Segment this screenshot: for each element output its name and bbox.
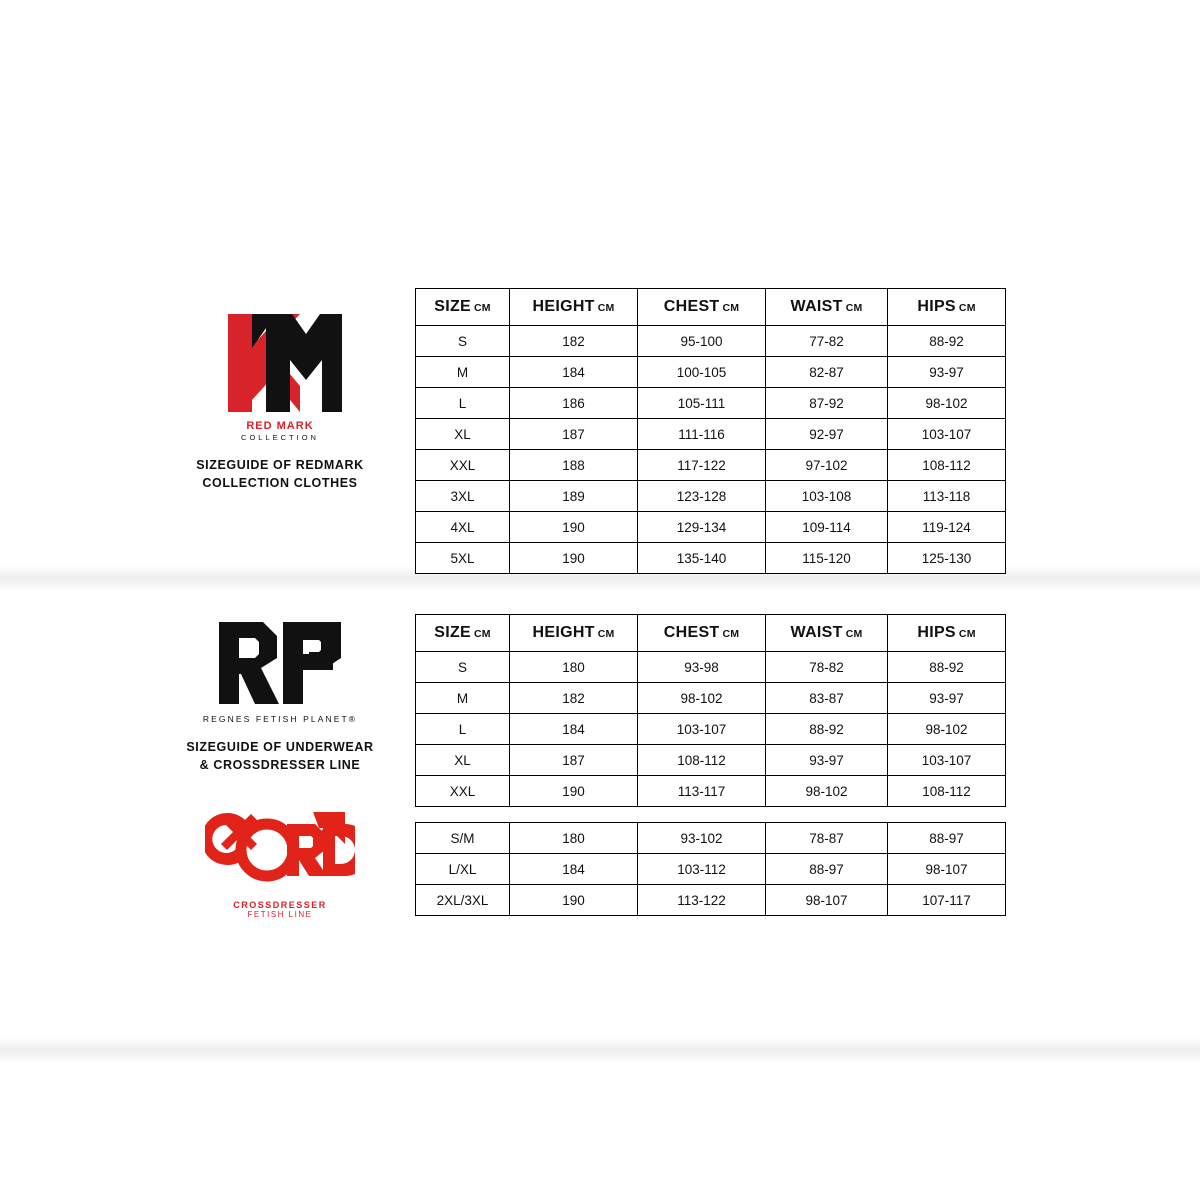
cell-chest: 98-102 (638, 683, 766, 714)
crd-wordmark-sub: FETISH LINE (247, 910, 313, 919)
table-header-row (416, 289, 1006, 326)
cell-hips: 103-107 (888, 419, 1006, 450)
redmark-section (0, 268, 1200, 588)
cell-hips: 93-97 (888, 357, 1006, 388)
cell-waist: 98-107 (766, 885, 888, 916)
cell-hips: 108-112 (888, 776, 1006, 807)
cell-waist: 115-120 (766, 543, 888, 574)
cell-size: M (416, 357, 510, 388)
col-header-size: SIZE CM (416, 289, 510, 326)
table-header-row (416, 615, 1006, 652)
cell-height: 190 (510, 543, 638, 574)
cell-chest: 93-102 (638, 823, 766, 854)
cell-hips: 125-130 (888, 543, 1006, 574)
cell-height: 187 (510, 745, 638, 776)
cell-size: XXL (416, 776, 510, 807)
col-header-chest: CHEST CM (638, 289, 766, 326)
redmark-size-table (415, 288, 1006, 574)
cell-hips: 103-107 (888, 745, 1006, 776)
cell-waist: 87-92 (766, 388, 888, 419)
cell-waist: 88-92 (766, 714, 888, 745)
cell-waist: 78-82 (766, 652, 888, 683)
cell-hips: 93-97 (888, 683, 1006, 714)
cell-chest: 123-128 (638, 481, 766, 512)
table-row (416, 885, 1006, 916)
cell-chest: 129-134 (638, 512, 766, 543)
cell-waist: 82-87 (766, 357, 888, 388)
col-header-height: HEIGHT CM (510, 615, 638, 652)
cell-height: 188 (510, 450, 638, 481)
table-row (416, 776, 1006, 807)
cell-waist: 109-114 (766, 512, 888, 543)
cell-size: S (416, 326, 510, 357)
cell-size: S/M (416, 823, 510, 854)
cell-hips: 108-112 (888, 450, 1006, 481)
cell-height: 180 (510, 823, 638, 854)
redmark-rm-monogram-icon (210, 308, 350, 418)
table-row (416, 388, 1006, 419)
cell-chest: 108-112 (638, 745, 766, 776)
cell-size: L (416, 714, 510, 745)
cell-height: 190 (510, 512, 638, 543)
cell-waist: 83-87 (766, 683, 888, 714)
cell-height: 187 (510, 419, 638, 450)
cell-waist: 97-102 (766, 450, 888, 481)
cell-chest: 111-116 (638, 419, 766, 450)
cell-size: M (416, 683, 510, 714)
cell-chest: 113-122 (638, 885, 766, 916)
col-header-waist: WAIST CM (766, 289, 888, 326)
cell-chest: 135-140 (638, 543, 766, 574)
cell-size: L (416, 388, 510, 419)
cell-height: 184 (510, 357, 638, 388)
cell-waist: 88-97 (766, 854, 888, 885)
table-row (416, 714, 1006, 745)
cell-height: 180 (510, 652, 638, 683)
col-header-hips: HIPS CM (888, 289, 1006, 326)
table-row (416, 481, 1006, 512)
col-header-hips: HIPS CM (888, 615, 1006, 652)
cell-hips: 98-102 (888, 714, 1006, 745)
redmark-caption-line2: COLLECTION CLOTHES (202, 476, 358, 491)
cell-hips: 113-118 (888, 481, 1006, 512)
cell-height: 184 (510, 854, 638, 885)
cell-chest: 117-122 (638, 450, 766, 481)
table-row (416, 745, 1006, 776)
cell-size: XL (416, 419, 510, 450)
table-row (416, 419, 1006, 450)
col-header-chest: CHEST CM (638, 615, 766, 652)
table-row (416, 512, 1006, 543)
table-row (416, 652, 1006, 683)
cell-size: 3XL (416, 481, 510, 512)
cell-chest: 113-117 (638, 776, 766, 807)
table-row (416, 823, 1006, 854)
cell-chest: 100-105 (638, 357, 766, 388)
crossdresser-crd-venus-mars-icon (205, 806, 355, 898)
cell-hips: 119-124 (888, 512, 1006, 543)
regnes-fetish-planet-rfp-monogram-icon (205, 618, 355, 708)
col-header-height: HEIGHT CM (510, 289, 638, 326)
cell-chest: 103-112 (638, 854, 766, 885)
col-header-size: SIZE CM (416, 615, 510, 652)
table-row (416, 683, 1006, 714)
crd-wordmark: CROSSDRESSER (233, 900, 327, 910)
cell-chest: 93-98 (638, 652, 766, 683)
cell-hips: 88-97 (888, 823, 1006, 854)
cell-size: S (416, 652, 510, 683)
cell-waist: 77-82 (766, 326, 888, 357)
cell-size: L/XL (416, 854, 510, 885)
cell-height: 189 (510, 481, 638, 512)
cell-waist: 103-108 (766, 481, 888, 512)
cell-size: 2XL/3XL (416, 885, 510, 916)
cell-hips: 98-102 (888, 388, 1006, 419)
cell-chest: 105-111 (638, 388, 766, 419)
cell-hips: 107-117 (888, 885, 1006, 916)
table-row (416, 326, 1006, 357)
cell-chest: 103-107 (638, 714, 766, 745)
cell-height: 184 (510, 714, 638, 745)
crd-brand-block (120, 806, 440, 919)
cell-waist: 78-87 (766, 823, 888, 854)
cell-height: 182 (510, 326, 638, 357)
cell-hips: 88-92 (888, 652, 1006, 683)
table-row (416, 543, 1006, 574)
cell-height: 190 (510, 776, 638, 807)
cell-height: 182 (510, 683, 638, 714)
cell-waist: 92-97 (766, 419, 888, 450)
cell-waist: 98-102 (766, 776, 888, 807)
cell-size: XXL (416, 450, 510, 481)
table-row (416, 450, 1006, 481)
table-row (416, 357, 1006, 388)
col-header-waist: WAIST CM (766, 615, 888, 652)
redmark-wordmark: RED MARK (246, 420, 314, 432)
cell-waist: 93-97 (766, 745, 888, 776)
cell-size: 5XL (416, 543, 510, 574)
rfp-caption (120, 738, 440, 774)
section-divider-2 (0, 1038, 1200, 1064)
rfp-brand-block (120, 618, 440, 774)
cell-size: XL (416, 745, 510, 776)
rfp-wordmark: REGNES FETISH PLANET® (202, 714, 358, 724)
cell-hips: 98-107 (888, 854, 1006, 885)
redmark-caption-line1: SIZEGUIDE OF REDMARK (196, 458, 364, 472)
cell-height: 190 (510, 885, 638, 916)
rfp-caption-line2: & CROSSDRESSER LINE (199, 758, 361, 773)
redmark-brand-block (120, 308, 440, 492)
cell-height: 186 (510, 388, 638, 419)
crd-size-table (415, 822, 1006, 916)
redmark-wordmark-sub: COLLECTION (241, 433, 319, 442)
redmark-caption (120, 456, 440, 492)
rfp-size-table (415, 614, 1006, 807)
rfp-caption-line1: SIZEGUIDE OF UNDERWEAR (186, 740, 374, 754)
cell-size: 4XL (416, 512, 510, 543)
table-row (416, 854, 1006, 885)
cell-chest: 95-100 (638, 326, 766, 357)
rfp-crd-section (0, 600, 1200, 920)
cell-hips: 88-92 (888, 326, 1006, 357)
